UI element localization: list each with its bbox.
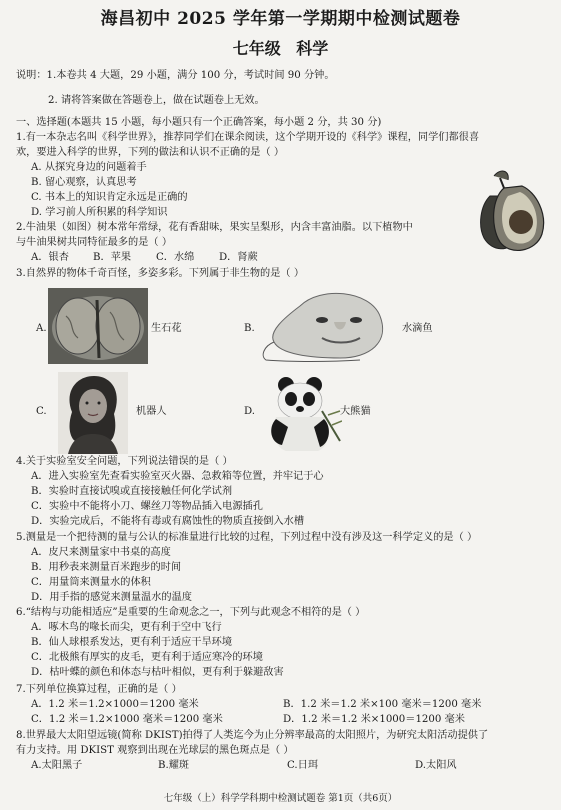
panda-image <box>262 371 342 453</box>
q3-option-d-letter: D. <box>244 406 256 417</box>
q2-option-d: D．肾蕨 <box>219 252 258 263</box>
q8-stem-line-1: 8.世界最大太阳望远镜(简称 DKIST)拍得了人类迄今为止分辨率最高的太阳照片，为研究太阳活动提供了 <box>16 730 489 741</box>
exam-title: 海昌初中 2025 学年第一学期期中检测试题卷 <box>100 9 461 29</box>
q8-option-c: C.日珥 <box>287 760 319 771</box>
q1-option-b: B. 留心观察，认真思考 <box>31 177 137 188</box>
q4-option-d: D．实验完成后，不能将有毒或有腐蚀性的物质直接倒入水槽 <box>31 516 305 527</box>
robot-image <box>58 372 128 454</box>
q6-stem: 6.“结构与功能相适应”是重要的生命观念之一，下列与此观念不相符的是（ ） <box>16 607 366 618</box>
q3-stem: 3.自然界的物体千奇百怪，多姿多彩。下列属于非生物的是（ ） <box>16 268 305 279</box>
q8-stem-line-2: 有力支持。用 DKIST 观察到出现在光球层的黑色斑点是（ ） <box>16 745 294 756</box>
lithops-image <box>48 288 148 364</box>
q8-option-b: B.耀斑 <box>158 760 190 771</box>
avocado-image <box>470 166 550 256</box>
q1-stem-line-2: 欢，要进入科学的世界，下列的做法和认识不正确的是（ ） <box>16 147 285 158</box>
q8-option-a: A.太阳黑子 <box>31 760 83 771</box>
q5-option-c: C．用量筒来测量水的体积 <box>31 577 151 588</box>
q6-option-b: B．仙人球根系发达，更有利于适应干旱环境 <box>31 637 233 648</box>
q6-option-d: D．枯叶蝶的颜色和体态与枯叶相似，更有利于躲避敌害 <box>31 667 284 678</box>
q4-option-a: A．进入实验室先查看实验室灭火器、急救箱等位置，并牢记于心 <box>31 471 324 482</box>
q7-option-c: C．1.2 米＝1.2×1000 毫米＝1200 毫米 <box>31 714 223 725</box>
q1-stem-line-1: 1.有一本杂志名叫《科学世界》，推荐同学们在课余阅读，这个学期开设的《科学》课程，同学们都很喜 <box>16 132 480 143</box>
q2-option-a: A．银杏 <box>31 252 69 263</box>
q2-option-b: B．苹果 <box>93 252 132 263</box>
q5-option-a: A．皮尺来测量家中书桌的高度 <box>31 547 171 558</box>
q2-option-c: C．水绵 <box>156 252 195 263</box>
exam-subtitle: 七年级 科学 <box>232 39 329 58</box>
instructions-1: 说明：1.本卷共 4 大题，29 小题，满分 100 分，考试时间 90 分钟。 <box>16 70 335 81</box>
q8-option-d: D.太阳风 <box>415 760 457 771</box>
q6-option-a: A．啄木鸟的喙长而尖，更有利于空中飞行 <box>31 622 222 633</box>
q5-option-d: D．用手指的感觉来测量温水的温度 <box>31 592 192 603</box>
q7-option-b: B．1.2 米＝1.2 米×100 毫米＝1200 毫米 <box>283 699 482 710</box>
q3-option-a-label: 生石花 <box>151 323 182 334</box>
q3-option-d-label: 大熊猫 <box>340 406 371 417</box>
instructions-2: 2. 请将答案做在答题卷上，做在试题卷上无效。 <box>48 95 265 106</box>
q3-option-b-label: 水滴鱼 <box>402 323 433 334</box>
q3-option-b-letter: B. <box>244 323 255 334</box>
blobfish-image <box>260 286 400 364</box>
q3-option-c-letter: C. <box>36 406 47 417</box>
q5-stem: 5.测量是一个把待测的量与公认的标准量进行比较的过程，下列过程中没有涉及这一科学定义的是（ ） <box>16 532 478 543</box>
q4-option-c: C．实验中不能将小刀、螺丝刀等物品插入电源插孔 <box>31 501 263 512</box>
q1-option-c: C. 书本上的知识肯定永远是正确的 <box>31 192 188 203</box>
q7-option-a: A．1.2 米＝1.2×1000＝1200 毫米 <box>31 699 199 710</box>
q4-stem: 4.关于实验室安全问题，下列说法错误的是（ ） <box>16 456 233 467</box>
q3-option-c-label: 机器人 <box>136 406 167 417</box>
page-footer: 七年级（上）科学学科期中检测试题卷 第1页（共6页） <box>163 793 398 804</box>
q3-option-a-letter: A. <box>36 323 47 334</box>
section-1-heading: 一、选择题(本题共 15 小题，每小题只有一个正确答案，每小题 2 分，共 30 分) <box>16 117 382 128</box>
q7-option-d: D．1.2 米＝1.2 米×1000＝1200 毫米 <box>283 714 465 725</box>
q5-option-b: B．用秒表来测量百米跑步的时间 <box>31 562 182 573</box>
q6-option-c: C．北极熊有厚实的皮毛，更有利于适应寒冷的环境 <box>31 652 263 663</box>
q1-option-a: A. 从探究身边的问题着手 <box>31 162 147 173</box>
q7-stem: 7.下列单位换算过程，正确的是（ ） <box>16 684 182 695</box>
q2-stem-line-2: 与牛油果树共同特征最多的是（ ） <box>16 237 173 248</box>
q4-option-b: B．实验时直接试嗅或直接接触任何化学试剂 <box>31 486 233 497</box>
q1-option-d: D. 学习前人所积累的科学知识 <box>31 207 168 218</box>
q2-stem-line-1: 2.牛油果（如图）树本常年常绿，花有香甜味，果实呈梨形，内含丰富油脂。以下植物中 <box>16 222 413 233</box>
